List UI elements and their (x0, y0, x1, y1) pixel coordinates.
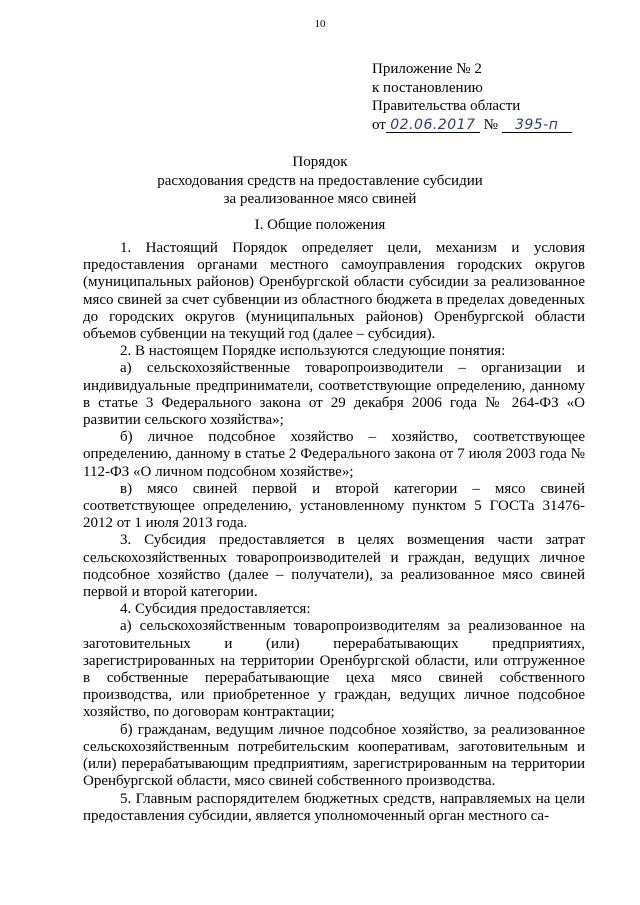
document-body (83, 240, 585, 825)
paragraph: 5. Главным распорядителем бюджетных средств, направляемых на цели предоставления субсидии, является уполномоченный орган местного са- (83, 790, 585, 824)
paragraph: 2. В настоящем Порядке используются следующие понятия: (120, 343, 506, 360)
paragraph: б) личное подсобное хозяйство – хозяйство, соответствующее определению, данному в статье 2 Федерального закона от 7 июля 2003 года № 112-ФЗ «О личном подсобном хозяйстве»; (83, 429, 585, 480)
title-line-2: расходования средств на предоставление субсидии (157, 172, 483, 189)
appendix-block (372, 60, 602, 134)
document-title (0, 153, 640, 209)
page-number: 10 (314, 18, 326, 30)
section-title: I. Общие положения (254, 217, 386, 233)
title-line-1: Порядок (292, 154, 348, 170)
appendix-line-3: Правительства области (372, 98, 521, 114)
from-label: от (372, 116, 386, 133)
paragraph: 4. Субсидия предоставляется: (120, 601, 311, 618)
handwritten-date: 02.06.2017 (386, 118, 480, 133)
paragraph: 1. Настоящий Порядок определяет цели, механизм и условия предоставления органами местного самоуправления городских округов (муниципальных районов) Оренбургской области субсидии за реализованное мясо свиней за счет субвенции из областного бюджета в пределах доведенных до городских округов (муниципальных районов) Оренбургской области объемов субвенции на текущий год (далее – субсидия). (83, 240, 585, 343)
paragraph: в) мясо свиней первой и второй категории – мясо свиней соответствующее определению, установленному пунктом 5 ГОСТа 31476-2012 от 1 июля 2013 года. (83, 480, 585, 532)
title-line-3: за реализованное мясо свиней (223, 191, 417, 207)
paragraph: 3. Субсидия предоставляется в целях возмещения части затрат сельскохозяйственных товаропроизводителей и граждан, ведущих личное подсобное хозяйство (далее – получатели), за реализованное мясо свиней первой и второй категории. (83, 532, 585, 601)
appendix-date-number-line (372, 116, 602, 135)
paragraph: а) сельскохозяйственным товаропроизводителям за реализованное на заготовительных и (или) перерабатывающих предприятиях, зарегистрированных на территории Оренбургской области, или отгруженное в собственные перерабатывающие цеха мясо свиней собственного производства, или приобретенное у граждан, ведущих личное подсобное хозяйство, по договорам контрактации; (83, 618, 585, 721)
number-label: № (483, 116, 498, 133)
paragraph: б) гражданам, ведущим личное подсобное хозяйство, за реализованное сельскохозяйственным потребительским кооперативам, заготовительным и (или) перерабатывающим предприятиям, зарегистрированным на территории Оренбургской области, мясо свиней собственного производства. (83, 721, 585, 790)
appendix-line-1: Приложение № 2 (372, 61, 482, 77)
appendix-line-2: к постановлению (372, 79, 483, 96)
handwritten-number: 395-п (502, 118, 572, 133)
paragraph: а) сельскохозяйственные товаропроизводители – организации и индивидуальные предприниматели, соответствующие определению, данному в статье 3 Федерального закона от 29 декабря 2006 года № 264-ФЗ «О развитии сельского хозяйства»; (83, 360, 585, 429)
